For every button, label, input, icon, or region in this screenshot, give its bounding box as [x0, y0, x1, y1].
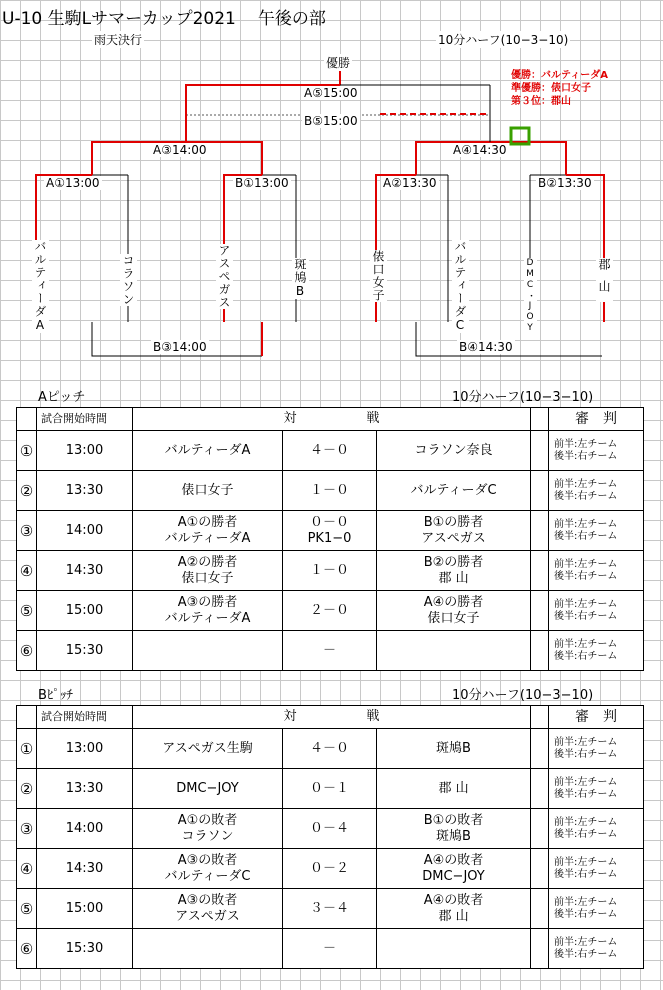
home-line1: A③の勝者	[177, 594, 238, 610]
spacer-cell	[531, 631, 549, 671]
table-row	[17, 849, 644, 889]
results-box	[511, 69, 608, 108]
table-row	[17, 929, 644, 969]
away-line1: B②の勝者	[423, 554, 484, 570]
score: １－０	[309, 482, 349, 498]
start-time-cell	[37, 471, 133, 511]
score: －	[322, 642, 336, 658]
referee-second-half: 後半:右チーム	[554, 450, 618, 462]
match-number-cell	[17, 471, 37, 511]
referee-second-half: 後半:右チーム	[554, 788, 618, 800]
referee-cell	[549, 511, 644, 551]
pitch-b-label: Bﾋﾟｯﾁ	[38, 688, 73, 703]
rain-note: 雨天決行	[94, 33, 143, 47]
match-number-cell	[17, 889, 37, 929]
referee-first-half: 前半:左チーム	[554, 438, 618, 450]
team-name: アスペガス	[217, 244, 231, 309]
table-row	[17, 889, 644, 929]
home-team-cell	[133, 511, 283, 551]
start-time: 13:30	[65, 780, 104, 796]
header-time: 試合開始時間	[37, 408, 133, 431]
away-line2: 俵口女子	[427, 610, 480, 626]
start-time: 13:00	[65, 740, 104, 756]
result-third: 第３位：郡山	[511, 96, 571, 107]
home-line1: A③の敗者	[177, 892, 238, 908]
home-team-cell	[133, 769, 283, 809]
bracket-a2: A②13:30	[383, 176, 437, 190]
spacer-cell	[531, 471, 549, 511]
away-team-cell	[377, 809, 531, 849]
home-team-cell	[133, 431, 283, 471]
referee-cell	[549, 929, 644, 969]
home-line1: バルティーダA	[164, 442, 251, 458]
score: ４－０	[309, 740, 349, 756]
referee-cell	[549, 471, 644, 511]
referee-first-half: 前半:左チーム	[554, 598, 618, 610]
start-time-cell	[37, 591, 133, 631]
match-number-cell	[17, 729, 37, 769]
referee-second-half: 後半:右チーム	[554, 828, 618, 840]
table-row	[17, 809, 644, 849]
score: ３－４	[309, 900, 349, 916]
start-time-cell	[37, 431, 133, 471]
match-number: ⑤	[19, 601, 34, 620]
bracket-b3: B③14:00	[153, 340, 207, 354]
referee-second-half: 後半:右チーム	[554, 650, 618, 662]
pk-score: PK1−0	[307, 530, 352, 546]
referee-second-half: 後半:右チーム	[554, 530, 618, 542]
away-line1: 斑鳩B	[436, 740, 471, 756]
table-row	[17, 729, 644, 769]
match-number: ③	[19, 819, 34, 838]
bracket-a3: A③14:00	[153, 143, 207, 157]
match-number: ③	[19, 521, 34, 540]
start-time: 14:30	[65, 562, 104, 578]
header-ref: 審判	[549, 706, 644, 729]
score-cell	[283, 551, 377, 591]
home-line1: A①の勝者	[177, 514, 238, 530]
match-number-cell	[17, 929, 37, 969]
start-time-cell	[37, 889, 133, 929]
start-time: 15:30	[65, 940, 104, 956]
away-line1: コラソン奈良	[414, 442, 493, 458]
referee-second-half: 後半:右チーム	[554, 948, 618, 960]
referee-second-half: 後半:右チーム	[554, 868, 618, 880]
table-row	[17, 769, 644, 809]
away-team-cell	[377, 431, 531, 471]
referee-second-half: 後半:右チーム	[554, 908, 618, 920]
table-row	[17, 511, 644, 551]
score: －	[322, 940, 336, 956]
referee-cell	[549, 809, 644, 849]
start-time-cell	[37, 769, 133, 809]
away-line1: B①の敗者	[423, 812, 484, 828]
team-name: 斑鳩B	[293, 258, 307, 299]
match-number-cell	[17, 631, 37, 671]
away-line1: バルティーダC	[410, 482, 497, 498]
spacer-cell	[531, 431, 549, 471]
referee-first-half: 前半:左チーム	[554, 816, 618, 828]
referee-cell	[549, 769, 644, 809]
match-number: ④	[19, 561, 34, 580]
referee-first-half: 前半:左チーム	[554, 638, 618, 650]
home-line2: 俵口女子	[181, 570, 234, 586]
score: １－０	[309, 562, 349, 578]
spacer-cell	[531, 809, 549, 849]
referee-second-half: 後半:右チーム	[554, 748, 618, 760]
away-team-cell	[377, 471, 531, 511]
score-cell	[283, 769, 377, 809]
home-team-cell	[133, 889, 283, 929]
match-number: ①	[19, 441, 34, 460]
match-number-cell	[17, 809, 37, 849]
score: ４－０	[309, 442, 349, 458]
team-name: バルティーダC	[453, 240, 467, 333]
bracket-b1: B①13:00	[235, 176, 289, 190]
start-time-cell	[37, 551, 133, 591]
away-line1: 郡 山	[438, 780, 469, 796]
start-time: 13:30	[65, 482, 104, 498]
start-time: 13:00	[65, 442, 104, 458]
team-name: DMC・JOY	[525, 258, 535, 334]
away-team-cell	[377, 631, 531, 671]
referee-cell	[549, 631, 644, 671]
away-team-cell	[377, 729, 531, 769]
bracket-b5: B⑤15:00	[304, 114, 358, 128]
result-winner: 優勝：バルティーダA	[511, 70, 608, 81]
match-number-cell	[17, 769, 37, 809]
table-row	[17, 471, 644, 511]
away-team-cell	[377, 551, 531, 591]
table-row	[17, 631, 644, 671]
away-team-cell	[377, 889, 531, 929]
start-time-cell	[37, 929, 133, 969]
spacer-cell	[531, 769, 549, 809]
header-ref: 審判	[549, 408, 644, 431]
spacer-cell	[531, 729, 549, 769]
referee-cell	[549, 551, 644, 591]
score-cell	[283, 591, 377, 631]
pitch-a-table	[16, 407, 644, 671]
referee-first-half: 前半:左チーム	[554, 936, 618, 948]
score-cell	[283, 431, 377, 471]
referee-first-half: 前半:左チーム	[554, 896, 618, 908]
away-team-cell	[377, 929, 531, 969]
home-line1: 俵口女子	[181, 482, 234, 498]
referee-second-half: 後半:右チーム	[554, 610, 618, 622]
score: ０－０	[309, 514, 349, 530]
pitch-b-table	[16, 705, 644, 969]
start-time-cell	[37, 631, 133, 671]
start-time-cell	[37, 809, 133, 849]
referee-cell	[549, 849, 644, 889]
bracket-b2: B②13:30	[538, 176, 592, 190]
header-vs: 対戦	[133, 706, 531, 729]
away-line2: DMC−JOY	[422, 868, 485, 884]
start-time: 14:30	[65, 860, 104, 876]
spacer-cell	[531, 511, 549, 551]
spacer-cell	[531, 849, 549, 889]
referee-second-half: 後半:右チーム	[554, 490, 618, 502]
match-number: ④	[19, 859, 34, 878]
format-top: 10分ハーフ(10−3−10)	[438, 33, 569, 47]
match-number: ⑥	[19, 641, 34, 660]
away-line2: 郡 山	[438, 908, 469, 924]
score-cell	[283, 849, 377, 889]
start-time: 15:30	[65, 642, 104, 658]
home-line2: コラソン	[181, 828, 234, 844]
away-team-cell	[377, 769, 531, 809]
score-cell	[283, 929, 377, 969]
home-team-cell	[133, 591, 283, 631]
match-number-cell	[17, 431, 37, 471]
referee-second-half: 後半:右チーム	[554, 570, 618, 582]
away-team-cell	[377, 849, 531, 889]
title-sub: 午後の部	[257, 9, 326, 29]
start-time-cell	[37, 849, 133, 889]
start-time: 15:00	[65, 900, 104, 916]
bracket-a5: A⑤15:00	[304, 86, 358, 100]
away-line2: 郡 山	[438, 570, 469, 586]
match-number: ②	[19, 779, 34, 798]
away-line1: A④の敗者	[423, 852, 484, 868]
match-number: ①	[19, 739, 34, 758]
team-name: 俵口女子	[371, 250, 385, 302]
start-time: 15:00	[65, 602, 104, 618]
home-line2: バルティーダA	[164, 610, 251, 626]
score: ０－２	[309, 860, 349, 876]
home-line1: アスペガス生駒	[162, 740, 253, 756]
home-team-cell	[133, 849, 283, 889]
referee-first-half: 前半:左チーム	[554, 518, 618, 530]
score-cell	[283, 511, 377, 551]
score: ０－４	[309, 820, 349, 836]
home-line2: アスペガス	[175, 908, 240, 924]
referee-first-half: 前半:左チーム	[554, 558, 618, 570]
away-line1: B①の勝者	[423, 514, 484, 530]
home-team-cell	[133, 729, 283, 769]
spacer-cell	[531, 929, 549, 969]
header-time: 試合開始時間	[37, 706, 133, 729]
team-name: コラソン	[121, 254, 135, 306]
match-number-cell	[17, 849, 37, 889]
home-line1: A③の敗者	[177, 852, 238, 868]
start-time: 14:00	[65, 820, 104, 836]
champion-label: 優勝	[326, 56, 351, 70]
team-row	[0, 236, 663, 334]
score-cell	[283, 729, 377, 769]
referee-first-half: 前半:左チーム	[554, 776, 618, 788]
team-name: バルティーダA	[33, 240, 47, 333]
referee-first-half: 前半:左チーム	[554, 736, 618, 748]
referee-first-half: 前半:左チーム	[554, 478, 618, 490]
bracket-b4: B④14:30	[459, 340, 513, 354]
title-main: U-10 生駒Lサマーカップ2021	[2, 9, 236, 29]
home-team-cell	[133, 929, 283, 969]
match-number-cell	[17, 511, 37, 551]
away-team-cell	[377, 511, 531, 551]
header-vs: 対戦	[133, 408, 531, 431]
start-time: 14:00	[65, 522, 104, 538]
pitch-a-label: Aピッチ	[38, 390, 86, 405]
table-row	[17, 591, 644, 631]
referee-cell	[549, 431, 644, 471]
away-line2: アスペガス	[421, 530, 486, 546]
start-time-cell	[37, 729, 133, 769]
home-team-cell	[133, 631, 283, 671]
away-line1: A④の勝者	[423, 594, 484, 610]
score-cell	[283, 631, 377, 671]
match-number-cell	[17, 591, 37, 631]
pitch-a-format: 10分ハーフ(10−3−10)	[452, 390, 594, 405]
spacer-cell	[531, 551, 549, 591]
away-team-cell	[377, 591, 531, 631]
home-line2: バルティーダC	[164, 868, 251, 884]
referee-cell	[549, 729, 644, 769]
home-line1: A①の敗者	[177, 812, 238, 828]
home-team-cell	[133, 809, 283, 849]
bracket-a4: A④14:30	[453, 143, 507, 157]
table-row	[17, 551, 644, 591]
score-cell	[283, 809, 377, 849]
team-name: 郡山	[597, 258, 611, 302]
result-runner-up: 準優勝：俵口女子	[511, 83, 591, 94]
referee-first-half: 前半:左チーム	[554, 856, 618, 868]
spacer-cell	[531, 889, 549, 929]
score: ２－０	[309, 602, 349, 618]
score-cell	[283, 889, 377, 929]
match-number: ⑤	[19, 899, 34, 918]
score: ０－１	[309, 780, 349, 796]
spacer-cell	[531, 591, 549, 631]
referee-cell	[549, 889, 644, 929]
match-number-cell	[17, 551, 37, 591]
pitch-b-format: 10分ハーフ(10−3−10)	[452, 688, 594, 703]
away-line2: 斑鳩B	[436, 828, 471, 844]
score-cell	[283, 471, 377, 511]
match-number: ②	[19, 481, 34, 500]
home-team-cell	[133, 551, 283, 591]
home-line1: DMC−JOY	[176, 780, 239, 796]
home-team-cell	[133, 471, 283, 511]
home-line2: バルティーダA	[164, 530, 251, 546]
bracket-a1: A①13:00	[46, 176, 100, 190]
match-number: ⑥	[19, 939, 34, 958]
referee-cell	[549, 591, 644, 631]
table-row	[17, 431, 644, 471]
away-line1: A④の敗者	[423, 892, 484, 908]
start-time-cell	[37, 511, 133, 551]
home-line1: A②の勝者	[177, 554, 238, 570]
